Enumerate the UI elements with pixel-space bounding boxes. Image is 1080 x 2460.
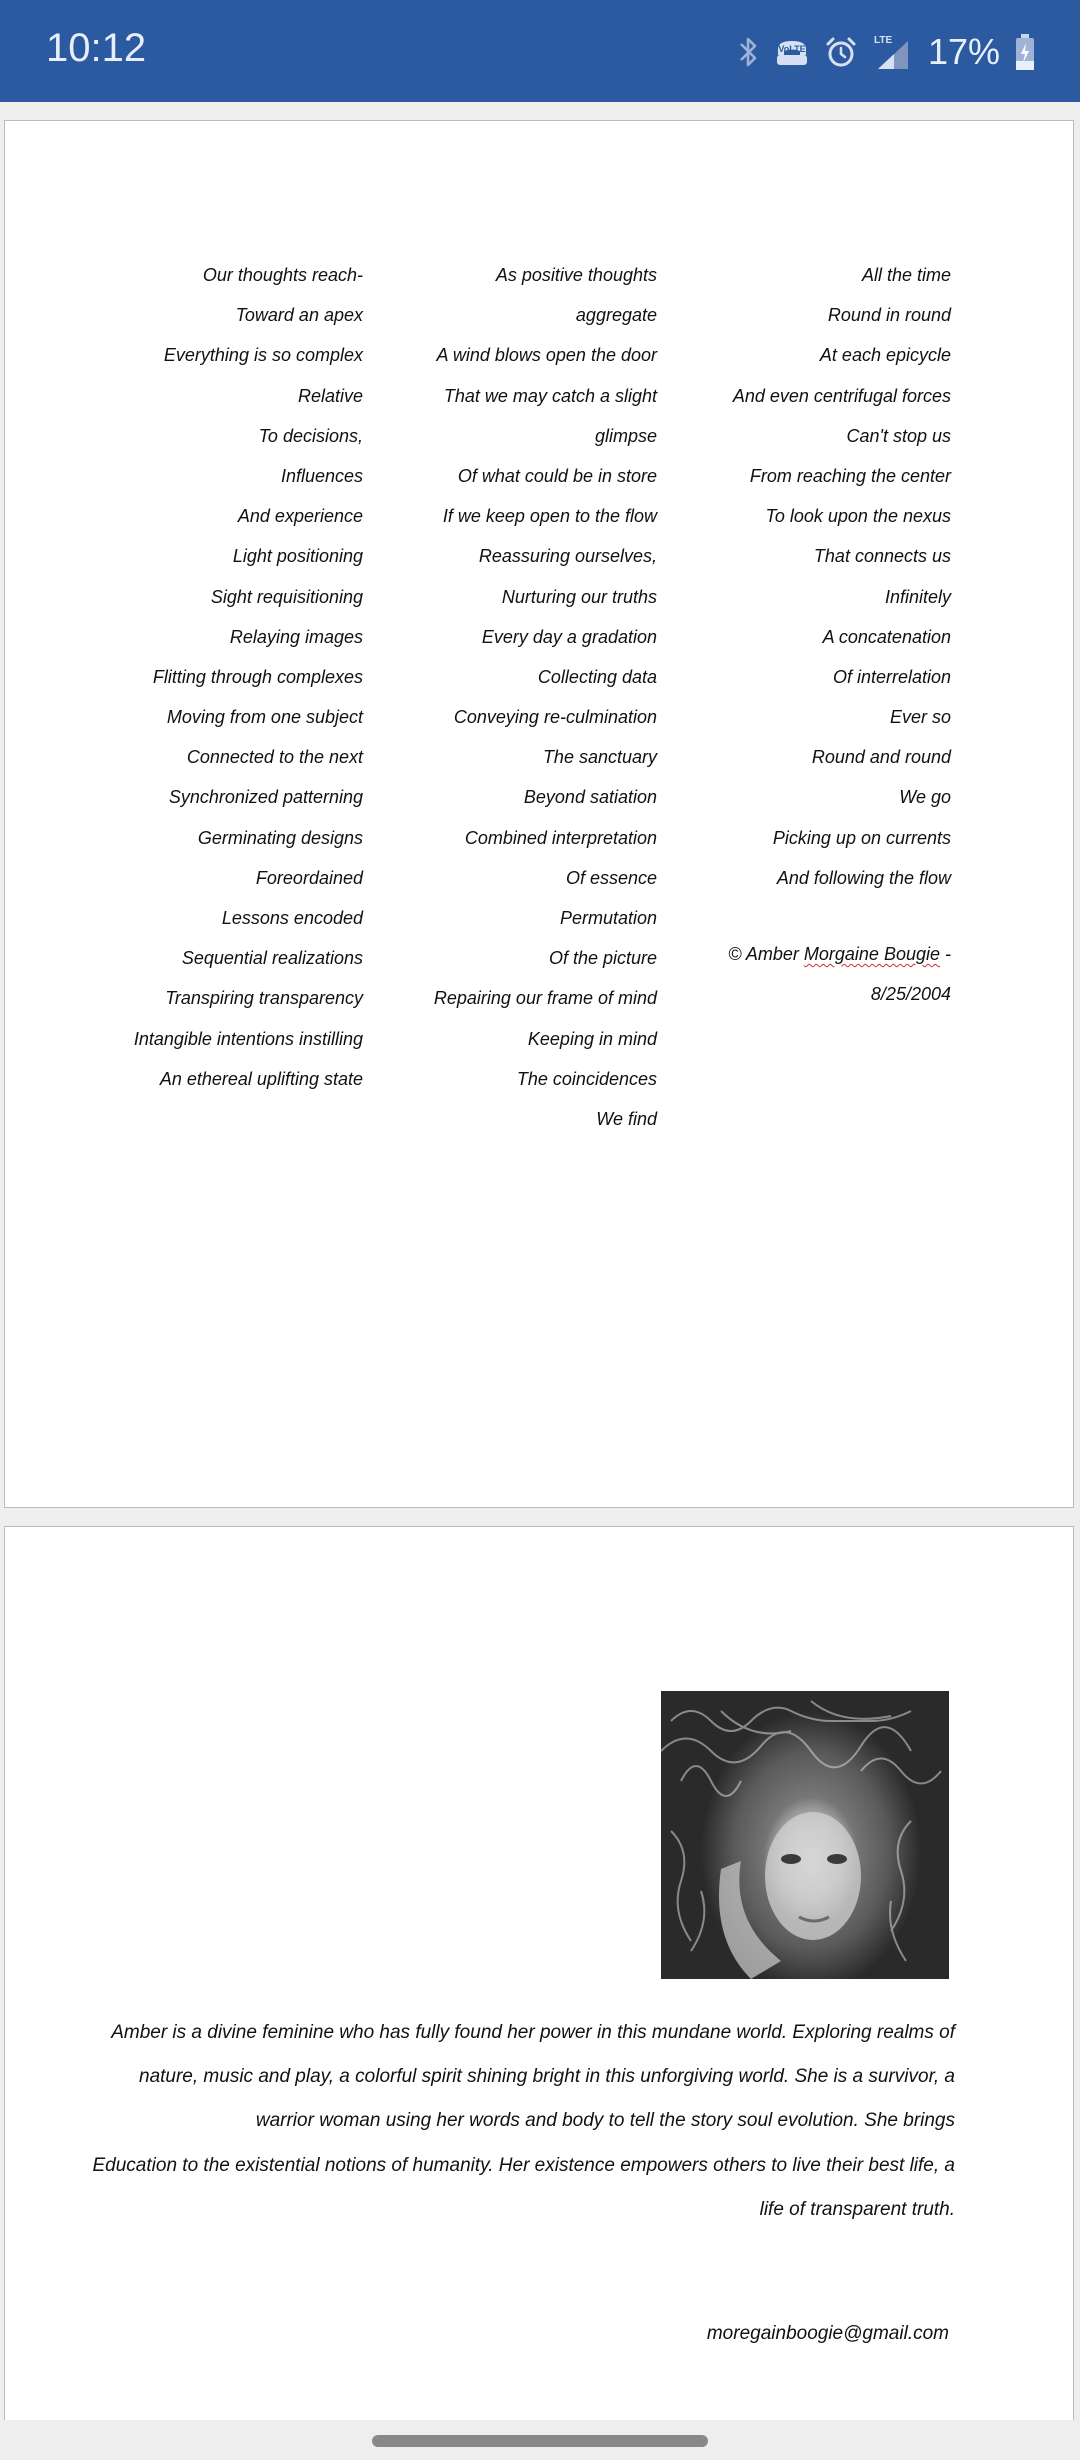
poem-line: Round in round (827, 305, 951, 326)
battery-charging-icon (1014, 33, 1036, 71)
poem-line: Beyond satiation (523, 787, 657, 808)
poem-line: To decisions, (258, 425, 363, 446)
copyright-suffix: - (940, 944, 951, 964)
poem-line: Moving from one subject (166, 707, 363, 728)
poem-line: The coincidences (516, 1068, 657, 1089)
poem-line: At each epicycle (819, 345, 951, 366)
poem-line: That we may catch a slight (443, 385, 657, 406)
status-icons (738, 30, 1036, 74)
poem-line: Of essence (565, 867, 657, 888)
poem-line: And following the flow (776, 867, 951, 888)
poem-line: Permutation (559, 908, 657, 928)
poem-line: If we keep open to the flow (442, 506, 657, 527)
poem-line: An ethereal uplifting state (159, 1068, 363, 1089)
bio-paragraph-2: Education to the existential notions of humanity. Her existence empowers others to live their best life, a life of transparent truth. (92, 2154, 955, 2220)
poem-line: Sight requisitioning (210, 586, 363, 607)
home-gesture-handle[interactable] (372, 2435, 708, 2447)
poem-line: Can't stop us (846, 425, 951, 446)
poem-line: A wind blows open the door (436, 345, 657, 366)
poem-line: Influences (280, 465, 363, 486)
poem-line: Intangible intentions instilling (133, 1028, 363, 1049)
document-page-1 (4, 120, 1074, 1508)
poem-line: Transpiring transparency (165, 988, 363, 1009)
document-viewer[interactable] (0, 102, 1080, 2420)
poem-line: Conveying re-culmination (453, 707, 657, 728)
poem-line: Sequential realizations (181, 948, 363, 969)
poem-column-3 (695, 255, 951, 1014)
poem-line: glimpse (594, 425, 657, 446)
poem-line: Synchronized patterning (168, 787, 363, 808)
network-label: LTE (873, 35, 893, 46)
poem-line: All the time (861, 265, 951, 285)
poem-line: Light positioning (232, 546, 363, 567)
poem-line: The sanctuary (542, 747, 657, 768)
poem-column-1 (85, 255, 363, 1099)
copyright-prefix: © Amber (728, 944, 804, 964)
poem-line: Relaying images (229, 626, 363, 647)
battery-percentage: 17% (927, 31, 1000, 72)
poem-line: As positive thoughts (495, 265, 657, 285)
poem-line: We find (596, 1108, 657, 1129)
signal-icon (872, 33, 910, 71)
author-bio (85, 2011, 955, 2232)
poem-line: We go (899, 787, 951, 808)
poem-column-2 (415, 255, 657, 1139)
poem-line: Flitting through complexes (152, 666, 363, 687)
copyright-notice (695, 934, 951, 1014)
poem-line: Picking up on currents (772, 827, 951, 848)
poem-line: Reassuring ourselves, (478, 546, 657, 567)
status-bar (0, 0, 1080, 102)
poem-line: Of the picture (548, 948, 657, 969)
bluetooth-icon (738, 35, 760, 69)
poem-line: Foreordained (255, 867, 363, 888)
poem-line: Everything is so complex (163, 345, 363, 366)
poem-line: Relative (297, 385, 363, 406)
document-page-2 (4, 1526, 1074, 2420)
poem-line: Our thoughts reach- (202, 265, 363, 285)
poem-line: Germinating designs (197, 827, 363, 848)
poem-line: Of what could be in store (457, 465, 657, 486)
poem-line: Toward an apex (235, 305, 363, 326)
author-email[interactable]: moregainboogie@gmail.com (706, 2323, 949, 2344)
poem-line: Combined interpretation (464, 827, 657, 848)
poem-line: And experience (237, 506, 363, 527)
poem-line: From reaching the center (749, 465, 951, 486)
volte-label: VoLTE (778, 44, 806, 54)
poem-line: Nurturing our truths (501, 586, 657, 607)
copyright-date: 8/25/2004 (870, 984, 951, 1005)
volte-icon (774, 35, 810, 69)
poem-line: That connects us (813, 546, 951, 567)
bio-paragraph-1: Amber is a divine feminine who has fully found her power in this mundane world. Exploring realms of nature, music and play, a colorful spirit shining bright in this unforgiving world. She is a survivor, a warrior woman using her words and body to tell the story soul evolution. She brings (111, 2022, 955, 2132)
navigation-bar (0, 2420, 1080, 2460)
copyright-line (695, 934, 951, 974)
poem-line: A concatenation (822, 626, 951, 647)
poem-line: Keeping in mind (527, 1028, 657, 1049)
poem-line: Ever so (889, 707, 951, 728)
poem-line: Lessons encoded (221, 908, 363, 928)
alarm-icon (824, 35, 858, 69)
poem-line: Repairing our frame of mind (433, 988, 657, 1009)
poem-line: Collecting data (537, 666, 657, 687)
poem-line: Infinitely (884, 586, 951, 607)
poem-line: Connected to the next (186, 747, 363, 768)
poem-line: And even centrifugal forces (732, 385, 951, 406)
poem-line: To look upon the nexus (765, 506, 951, 527)
spellcheck-flagged-name[interactable]: Morgaine Bougie (803, 944, 940, 964)
poem-line: aggregate (575, 305, 657, 326)
author-photo (661, 1691, 949, 1979)
poem-line: Round and round (811, 747, 951, 768)
poem-line: Every day a gradation (481, 626, 657, 647)
poem-line: Of interrelation (832, 666, 951, 687)
status-time: 10:12 (46, 26, 147, 70)
